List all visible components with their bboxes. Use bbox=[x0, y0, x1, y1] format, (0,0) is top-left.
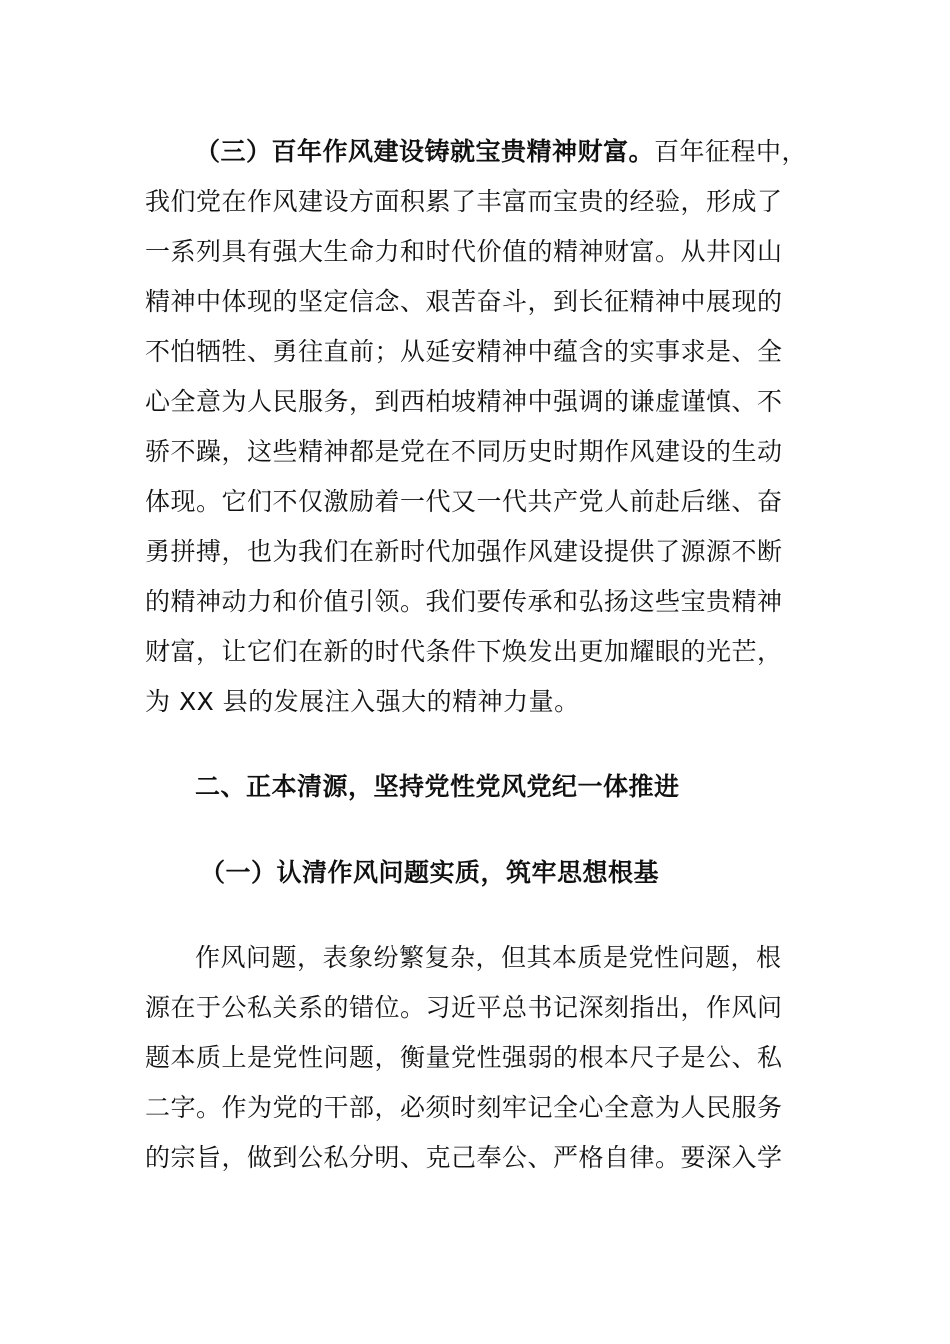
section3-first-line-text: 百年征程中， bbox=[654, 137, 808, 166]
paragraph-line: 源在于公私关系的错位。习近平总书记深刻指出，作风问 bbox=[145, 993, 783, 1022]
paragraph-line: 的精神动力和价值引领。我们要传承和弘扬这些宝贵精神 bbox=[145, 587, 783, 616]
paragraph-line: 心全意为人民服务，到西柏坡精神中强调的谦虚谨慎、不 bbox=[145, 387, 783, 416]
section3-heading: （三）百年作风建设铸就宝贵精神财富。 bbox=[195, 137, 655, 166]
paragraph-line: 为 XX 县的发展注入强大的精神力量。 bbox=[145, 687, 580, 716]
paragraph-line: 精神中体现的坚定信念、艰苦奋斗，到长征精神中展现的 bbox=[145, 287, 783, 316]
paragraph-line: 题本质上是党性问题，衡量党性强弱的根本尺子是公、私 bbox=[145, 1043, 783, 1072]
paragraph-line: 勇拼搏，也为我们在新时代加强作风建设提供了源源不断 bbox=[145, 537, 783, 566]
paragraph-line: 的宗旨，做到公私分明、克己奉公、严格自律。要深入学 bbox=[145, 1143, 783, 1172]
paragraph-line: 骄不躁，这些精神都是党在不同历史时期作风建设的生动 bbox=[145, 437, 783, 466]
paragraph-line: 我们党在作风建设方面积累了丰富而宝贵的经验，形成了 bbox=[145, 187, 783, 216]
section3-first-line bbox=[195, 137, 807, 167]
subsection-one-title: （一）认清作风问题实质，筑牢思想根基 bbox=[200, 858, 660, 887]
paragraph-line: 体现。它们不仅激励着一代又一代共产党人前赴后继、奋 bbox=[145, 487, 783, 516]
section-two-title: 二、正本清源，坚持党性党风党纪一体推进 bbox=[195, 772, 680, 801]
paragraph-line: 二字。作为党的干部，必须时刻牢记全心全意为人民服务 bbox=[145, 1093, 783, 1122]
paragraph-line: 一系列具有强大生命力和时代价值的精神财富。从井冈山 bbox=[145, 237, 783, 266]
paragraph-line: 作风问题，表象纷繁复杂，但其本质是党性问题，根 bbox=[195, 943, 782, 972]
paragraph-line: 财富，让它们在新的时代条件下焕发出更加耀眼的光芒， bbox=[145, 637, 783, 666]
paragraph-line: 不怕牺牲、勇往直前；从延安精神中蕴含的实事求是、全 bbox=[145, 337, 783, 366]
